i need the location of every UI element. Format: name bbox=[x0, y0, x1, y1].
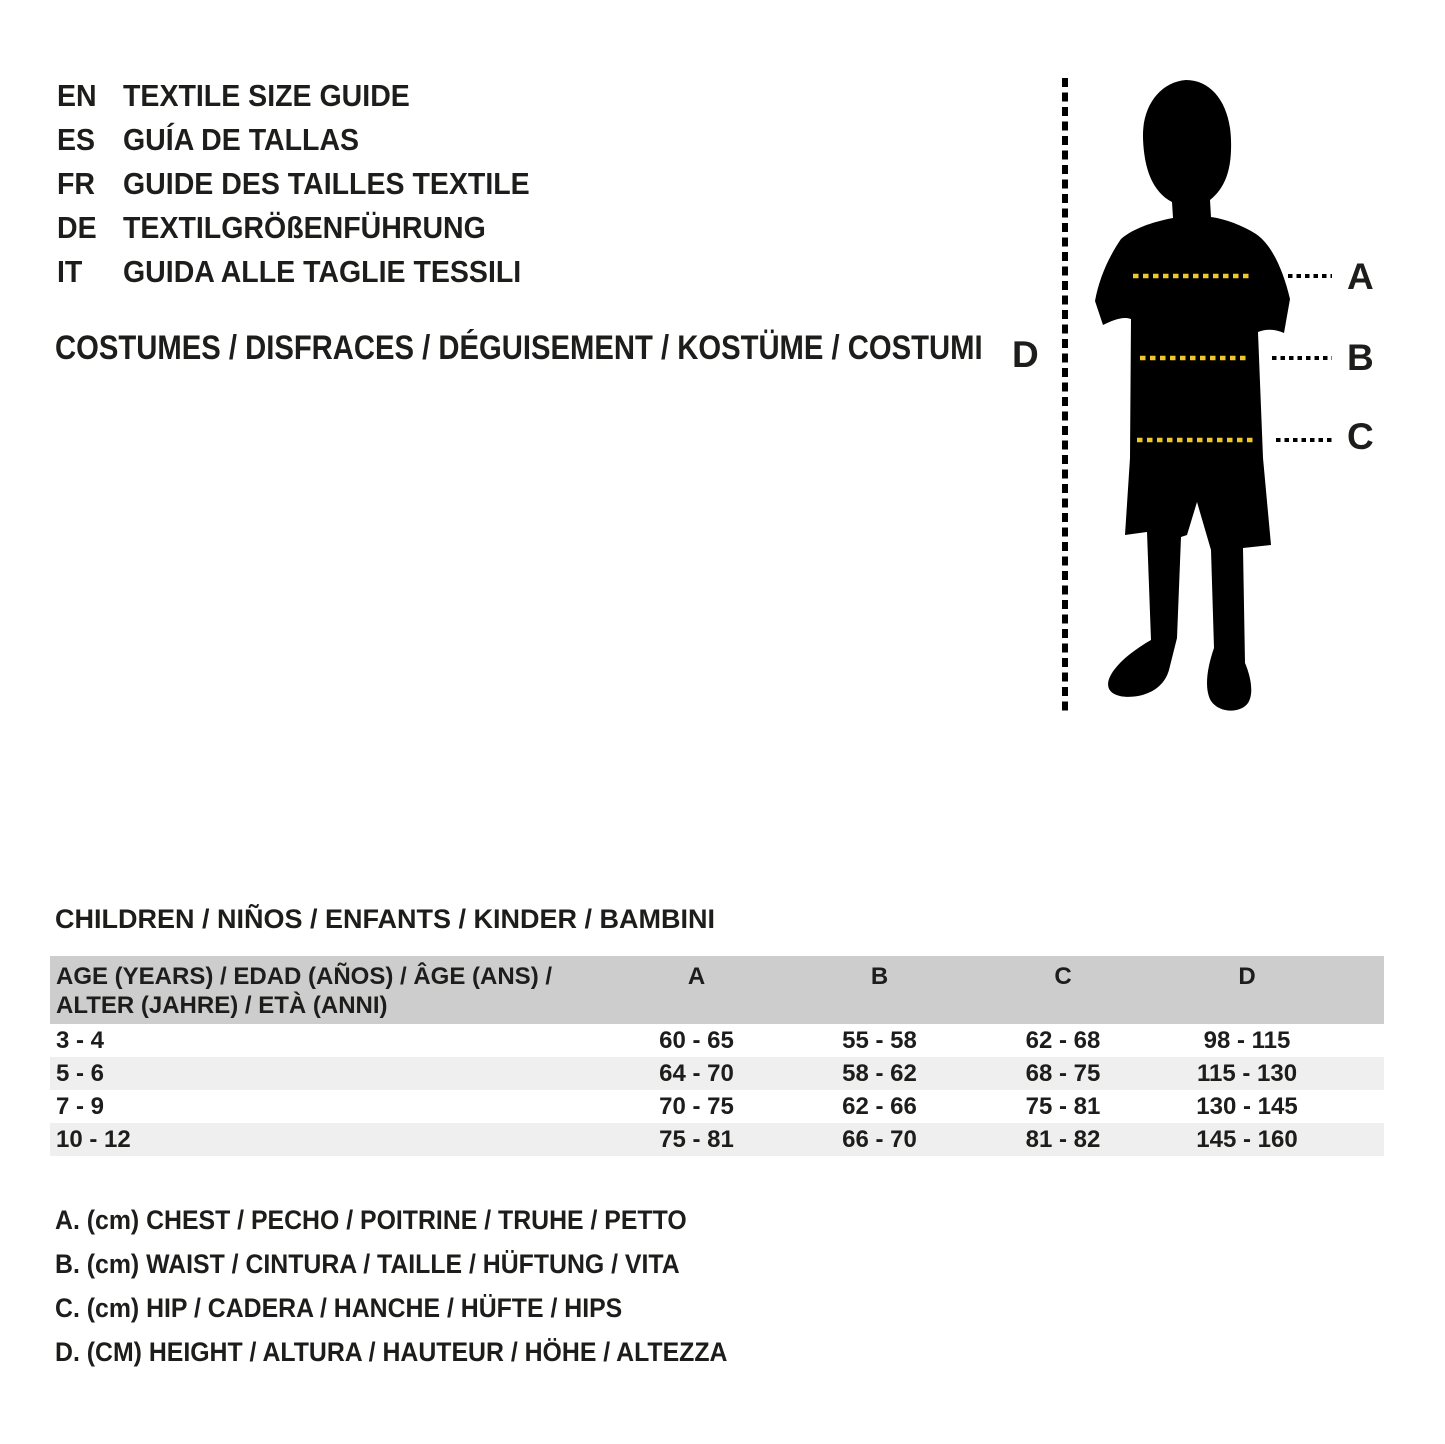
child-silhouette-icon bbox=[1095, 80, 1290, 711]
age-cell: 7 - 9 bbox=[56, 1093, 105, 1120]
table-body bbox=[50, 1024, 1384, 1156]
table-row bbox=[50, 1123, 1384, 1156]
language-title: TEXTILE SIZE GUIDE bbox=[123, 78, 410, 113]
language-code: EN bbox=[57, 78, 97, 113]
chest-cell: 64 - 70 bbox=[659, 1060, 734, 1087]
measurement-legend bbox=[55, 1198, 786, 1374]
table-row bbox=[50, 1024, 1384, 1057]
chest-cell: 60 - 65 bbox=[659, 1027, 734, 1054]
waist-cell: 58 - 62 bbox=[842, 1060, 917, 1087]
children-size-table bbox=[50, 956, 1384, 1156]
hip-cell: 62 - 68 bbox=[1025, 1027, 1101, 1054]
language-code: FR bbox=[57, 166, 96, 201]
hip-label-c: C bbox=[1347, 416, 1374, 457]
legend-item-waist: B. (cm) WAIST / CINTURA / TAILLE / HÜFTUNG / VITA bbox=[55, 1249, 680, 1279]
table-row bbox=[50, 1057, 1384, 1090]
language-title: GUIDE DES TAILLES TEXTILE bbox=[123, 166, 530, 201]
age-header-line1: AGE (YEARS) / EDAD (AÑOS) / ÂGE (ANS) / bbox=[56, 963, 553, 990]
height-cell: 98 - 115 bbox=[1203, 1027, 1291, 1054]
legend-item-chest: A. (cm) CHEST / PECHO / POITRINE / TRUHE / PETTO bbox=[55, 1205, 687, 1235]
height-label-d: D bbox=[1012, 334, 1039, 375]
column-header-b: B bbox=[870, 963, 889, 990]
hip-cell: 81 - 82 bbox=[1025, 1126, 1101, 1153]
age-column-header bbox=[50, 962, 605, 1020]
age-header-line2: ALTER (JAHRE) / ETÀ (ANNI) bbox=[56, 992, 388, 1019]
column-header-a: A bbox=[687, 963, 706, 990]
column-header-c: C bbox=[1054, 963, 1072, 990]
waist-cell: 66 - 70 bbox=[842, 1126, 917, 1153]
hip-cell: 68 - 75 bbox=[1025, 1060, 1101, 1087]
category-title: COSTUMES / DISFRACES / DÉGUISEMENT / KOSTÜME / COSTUMI bbox=[55, 329, 983, 367]
table-row bbox=[50, 1090, 1384, 1123]
waist-cell: 55 - 58 bbox=[842, 1027, 917, 1054]
column-header-d: D bbox=[1238, 963, 1256, 990]
age-cell: 3 - 4 bbox=[56, 1027, 105, 1054]
language-title: GUÍA DE TALLAS bbox=[123, 122, 360, 157]
chest-cell: 70 - 75 bbox=[659, 1093, 734, 1120]
height-cell: 115 - 130 bbox=[1196, 1060, 1298, 1087]
waist-label-b: B bbox=[1347, 337, 1374, 378]
chest-label-a: A bbox=[1347, 256, 1374, 297]
language-code: IT bbox=[57, 254, 83, 289]
language-title: GUIDA ALLE TAGLIE TESSILI bbox=[123, 254, 522, 289]
legend-item-height: D. (CM) HEIGHT / ALTURA / HAUTEUR / HÖHE / ALTEZZA bbox=[55, 1337, 728, 1367]
language-title: TEXTILGRÖßENFÜHRUNG bbox=[123, 210, 486, 245]
chest-cell: 75 - 81 bbox=[659, 1126, 734, 1153]
language-code: DE bbox=[57, 210, 97, 245]
age-cell: 5 - 6 bbox=[56, 1060, 105, 1087]
height-cell: 130 - 145 bbox=[1196, 1093, 1298, 1120]
height-cell: 145 - 160 bbox=[1196, 1126, 1298, 1153]
age-cell: 10 - 12 bbox=[56, 1126, 131, 1153]
waist-cell: 62 - 66 bbox=[842, 1093, 917, 1120]
section-title-children: CHILDREN / NIÑOS / ENFANTS / KINDER / BAMBINI bbox=[55, 904, 716, 934]
table-header-row bbox=[50, 956, 1384, 1024]
language-code: ES bbox=[57, 122, 96, 157]
legend-item-hip: C. (cm) HIP / CADERA / HANCHE / HÜFTE / HIPS bbox=[55, 1293, 623, 1323]
measurement-figure bbox=[1000, 70, 1445, 730]
hip-cell: 75 - 81 bbox=[1025, 1093, 1101, 1120]
